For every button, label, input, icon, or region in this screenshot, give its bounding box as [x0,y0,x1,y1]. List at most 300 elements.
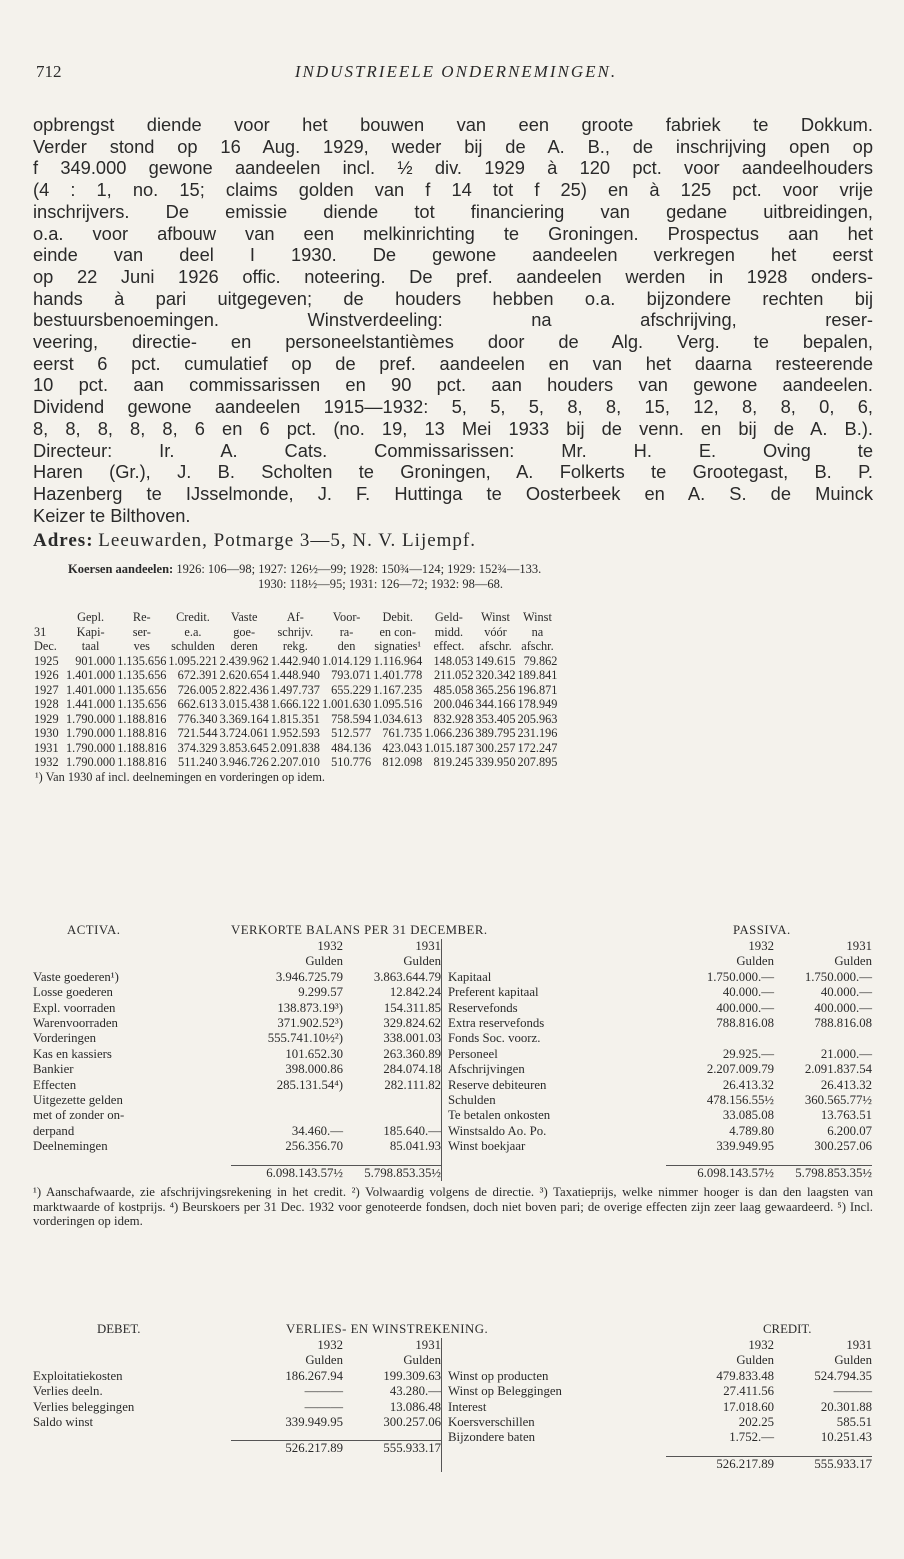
value-cell: 1.790.000 [66,755,116,770]
stats-header-cell: afschr. [521,639,554,654]
value-1932 [231,1093,343,1108]
account-label: Reserve debiteuren [448,1077,547,1092]
blank-cell [448,939,666,954]
account-row [448,1139,872,1154]
stats-row [33,755,558,770]
year-cell: 1926 [34,668,59,683]
passiva-label: PASSIVA. [733,923,791,937]
value-cell: 2.439.962 [219,653,269,668]
value-1931: 43.280.— [389,1384,441,1399]
year-1931: 1931 [846,1338,872,1352]
year-cell: 1930 [34,726,59,741]
year-1931: 1931 [846,939,872,953]
value-cell: 189.841 [517,668,558,683]
text-line: opbrengst diende voor het bouwen van een groote fabriek te Dokkum. [33,114,873,135]
value-1931: 284.074.18 [383,1062,441,1077]
spacer-cell [448,1155,872,1166]
total-row [33,1165,441,1181]
account-label: Exploitatiekosten [33,1368,123,1383]
value-1932: 479.833.48 [716,1368,774,1383]
value-1931: 13.086.48 [389,1399,441,1414]
stats-header-cell: Credit. [176,610,210,625]
blank-cell [33,1165,231,1181]
stats-header-cell: schrijv. [277,624,314,639]
value-1931: 585.51 [836,1415,872,1430]
value-cell: 1.188.816 [117,711,167,726]
value-cell: 1.442.940 [270,653,320,668]
stats-header-cell: Geld- [434,610,463,625]
text-line: hands à pari uitgegeven; de houders hebben o.a. bijzondere rechten bij [33,287,873,309]
blank-cell [33,1441,231,1457]
value-cell: 374.329 [177,740,218,755]
stats-header-cell: ves [133,639,150,654]
stats-header-cell: Winst [523,610,552,625]
value-1931: 154.311.85 [383,1000,441,1015]
account-row [448,1384,872,1399]
value-1931 [343,1108,441,1123]
stats-header-cell: rekg. [282,639,308,654]
text-line: (4 : 1, no. 15; claims golden van f 14 tot f 25) en à 125 pct. voor vrije [33,179,873,201]
value-1932: 1.750.000.— [706,969,774,984]
value-cell: 1.790.000 [66,740,116,755]
account-label: met of zonder on- [33,1108,125,1123]
value-1931: 13.763.51 [820,1108,872,1123]
balance-footnotes: ¹) Aanschafwaarde, zie afschrijvingsrekening in het credit. ²) Volwaardig volgens de directie. ³) Taxatieprijs, welke nimmer hooger is dan den laagsten van marktwaarde of kostprijs. ⁴) Beurskoers per 31 Dec. 1932 voor genoteerde fondsen, doch niet boven pari; de overige effecten zijn zeer laag gewaardeerd. ⁵) Incl. vorderingen op idem. [33,1185,873,1229]
stats-header-cell: ra- [339,624,354,639]
blank-cell [448,1165,666,1181]
value-cell: 1.135.656 [117,682,167,697]
stats-header-cell: den [337,639,356,654]
value-cell: 389.795 [475,726,516,741]
value-1931: 300.257.06 [383,1415,441,1430]
value-1932: 788.816.08 [716,1016,774,1031]
value-1931: 524.794.35 [814,1368,872,1383]
account-row [448,1108,872,1123]
value-cell: 758.594 [331,711,372,726]
total-1932: 6.098.143.57½ [666,1165,774,1181]
value-1932: 202.25 [738,1415,774,1430]
year-1932: 1932 [748,939,774,953]
account-label: Bijzondere baten [448,1430,536,1445]
unit-header-row [33,1353,441,1368]
spacer-cell [33,1155,441,1166]
stats-row [33,683,558,698]
total-1931: 5.798.853.35½ [774,1165,872,1181]
value-cell: 484.136 [331,740,372,755]
activa-table [33,939,441,1181]
address-text: Leeuwarden, Potmarge 3—5, N. V. Lijempf. [98,530,477,552]
value-cell: 1.448.940 [270,668,320,683]
value-cell: 512.577 [331,726,372,741]
account-row [448,1124,872,1139]
value-cell: 1.952.593 [270,726,320,741]
account-row [448,985,872,1000]
account-label: Effecten [33,1077,77,1092]
text-line: 10 pct. aan commissarissen en 90 pct. aan houders van gewone aandeelen. [33,374,873,396]
value-1931: 788.816.08 [814,1016,872,1031]
value-cell: 1.014.129 [321,653,372,668]
blank-cell [448,1456,666,1472]
statistics-footnote: ¹) Van 1930 af incl. deelnemingen en vorderingen op idem. [35,769,325,784]
value-1931: 263.360.89 [383,1046,441,1061]
account-label: Interest [448,1399,487,1414]
value-cell: 2.091.838 [270,740,320,755]
total-1931: 555.933.17 [774,1456,872,1472]
account-row [33,1078,441,1093]
year-cell: 1928 [34,697,59,712]
text-line: f 349.000 gewone aandeelen incl. ½ div. 1929 à 120 pct. voor aandeelhouders [33,157,873,179]
account-label: Verlies beleggingen [33,1399,135,1414]
stats-row [33,697,558,712]
debet-table [33,1338,441,1457]
value-1932: 400.000.— [716,1000,774,1015]
stats-header-cell: Debit. [382,610,413,625]
value-cell: 2.620.654 [219,668,269,683]
value-cell: 776.340 [177,711,218,726]
value-cell: 2.207.010 [270,755,320,770]
share-prices [33,562,873,592]
value-cell: 231.196 [517,726,558,741]
stats-header-cell: Voor- [332,610,361,625]
total-1931: 555.933.17 [343,1441,441,1457]
value-cell: 1.001.630 [321,697,372,712]
value-cell: 3.724.061 [219,726,269,741]
value-cell: 3.946.726 [219,755,269,770]
account-label: Schulden [448,1093,496,1108]
account-label: Koersverschillen [448,1415,535,1430]
value-cell: 211.052 [433,668,474,683]
value-1931: 338.001.03 [383,1031,441,1046]
value-cell: 196.871 [517,682,558,697]
text-line: op 22 Juni 1926 offic. noteering. De pref. aandeelen werden in 1928 onders- [33,265,873,287]
year-1932: 1932 [748,1338,774,1352]
value-cell: 726.005 [177,682,218,697]
unit-label: Gulden [403,954,441,969]
value-cell: 901.000 [75,653,116,668]
value-1931: 6.200.07 [827,1123,872,1138]
stats-header-cell: schulden [171,639,215,654]
value-cell: 1.066.236 [424,726,474,741]
value-1932: 3.946.725.79 [275,969,343,984]
blank-cell [33,1353,231,1368]
value-cell: 1.167.235 [373,682,423,697]
value-1932: 398.000.86 [285,1062,343,1077]
value-cell: 3.853.645 [219,740,269,755]
account-label: Losse goederen [33,985,113,1000]
value-cell: 1.790.000 [66,711,116,726]
value-1931: 400.000.— [814,1000,872,1015]
value-1932 [231,1108,343,1123]
value-cell: 1.188.816 [117,726,167,741]
year-cell: 1932 [34,755,59,770]
unit-label: Gulden [403,1353,441,1368]
pl-title: VERLIES- EN WINSTREKENING. [286,1322,489,1336]
account-label: Fonds Soc. voorz. [448,1031,541,1046]
value-1932: 26.413.32 [722,1077,774,1092]
value-1931: 185.640.— [383,1123,441,1138]
value-cell: 761.735 [382,726,423,741]
stats-header-cell: effect. [433,639,465,654]
unit-label: Gulden [305,954,343,969]
spacer-row [448,1446,872,1457]
value-cell: 511.240 [178,755,218,770]
value-1932: 285.131.54⁴) [276,1077,343,1092]
spacer-cell [33,1430,441,1441]
value-1931: 10.251.43 [820,1430,872,1445]
value-cell: 1.034.613 [373,711,423,726]
account-label: Reservefonds [448,1000,518,1015]
spacer-cell [448,1446,872,1457]
account-label: Kapitaal [448,969,492,984]
stats-header-cell: 31 [34,624,47,639]
main-text [33,114,873,785]
value-cell: 344.166 [475,697,516,712]
account-label: Bankier [33,1062,74,1077]
stats-header-cell: goe- [233,624,256,639]
value-1932: ——— [304,1384,343,1399]
unit-label: Gulden [736,954,774,969]
stats-header-cell: deren [230,639,258,654]
account-row [33,1062,441,1077]
value-cell: 1.095.221 [168,653,218,668]
value-1932: ——— [304,1399,343,1414]
value-1932: 1.752.— [729,1430,774,1445]
year-cell: 1927 [34,682,59,697]
value-cell: 172.247 [517,740,558,755]
blank-cell [448,1338,666,1353]
spacer-row [33,1430,441,1441]
value-1931: 26.413.32 [820,1077,872,1092]
value-cell: 149.615 [475,653,516,668]
text-line: o.a. voor afbouw van een melkinrichting te Groningen. Prospectus aan het [33,222,873,244]
value-1931: 20.301.88 [820,1399,872,1414]
account-label: Saldo winst [33,1415,94,1430]
value-cell: 1.135.656 [117,697,167,712]
stats-header-cell: ser- [132,624,151,639]
account-row [33,1047,441,1062]
text-line: Haren (Gr.), J. B. Scholten te Groningen, A. Folkerts te Grootegast, B. P. [33,461,873,483]
text-line: Verder stond op 16 Aug. 1929, weder bij de A. B., de inschrijving open op [33,135,873,157]
account-label: Deelnemingen [33,1139,108,1154]
value-cell: 672.391 [177,668,218,683]
account-row [448,1415,872,1430]
account-label: derpand [33,1123,75,1138]
stats-row [33,741,558,756]
value-1931: 21.000.— [820,1046,872,1061]
stats-row [33,712,558,727]
value-1931: 85.041.93 [389,1139,441,1154]
unit-label: Gulden [834,954,872,969]
account-row [33,1016,441,1031]
value-cell: 178.949 [517,697,558,712]
share-prices-label: Koersen aandeelen: [68,562,174,577]
stats-row [33,668,558,683]
stats-header-row [33,639,558,654]
account-label: Winstsaldo Ao. Po. [448,1123,547,1138]
page-number: 712 [36,62,62,81]
share-prices-line2: 1930: 118½—95; 1931: 126—72; 1932: 98—68. [258,577,504,592]
total-1932: 6.098.143.57½ [231,1165,343,1181]
spacer-row [33,1155,441,1166]
total-row [448,1456,872,1472]
value-1932: 33.085.08 [722,1108,774,1123]
unit-label: Gulden [834,1353,872,1368]
account-label: Extra reservefonds [448,1016,545,1031]
value-cell: 1.135.656 [117,668,167,683]
stats-header-cell [33,610,65,625]
stats-header-cell: Vaste [230,610,258,625]
account-label: Winst op Beleggingen [448,1384,562,1399]
account-row [33,1093,441,1108]
blank-cell [448,1353,666,1368]
balance-heading [33,923,873,939]
value-1932: 2.207.009.79 [706,1062,774,1077]
account-row [448,1430,872,1445]
value-cell: 339.950 [475,755,516,770]
account-row [448,1031,872,1046]
unit-label: Gulden [736,1353,774,1368]
year-1931: 1931 [415,1338,441,1352]
blank-cell [33,1338,231,1353]
stats-header-cell: Re- [132,610,151,625]
value-cell: 1.497.737 [270,682,320,697]
value-1931: 300.257.06 [814,1139,872,1154]
account-row [448,970,872,985]
balance-title: VERKORTE BALANS PER 31 DECEMBER. [231,923,488,937]
text-line: Directeur: Ir. A. Cats. Commissarissen: Mr. H. E. Oving te [33,439,873,461]
account-row [33,1400,441,1415]
account-row [33,1108,441,1123]
value-1931 [774,1031,872,1046]
value-cell: 1.135.656 [117,653,167,668]
account-row [33,1139,441,1154]
stats-header-row [33,625,558,640]
value-cell: 353.405 [475,711,516,726]
statistics-table [33,610,558,770]
stats-header-cell: afschr. [479,639,512,654]
unit-label: Gulden [305,1353,343,1368]
value-1932 [666,1031,774,1046]
value-cell: 1.441.000 [66,697,116,712]
value-1932: 256.356.70 [285,1139,343,1154]
year-header-row [448,1338,872,1353]
account-row [33,1031,441,1046]
stats-header-cell: e.a. [184,624,202,639]
value-1932: 17.018.60 [722,1399,774,1414]
account-row [448,1078,872,1093]
text-line: inschrijvers. De emissie diende tot financiering van gedane uitbreidingen, [33,200,873,222]
value-cell: 1.790.000 [66,726,116,741]
account-row [448,1369,872,1384]
account-label: Winst boekjaar [448,1139,526,1154]
account-row [33,1124,441,1139]
account-label: Verlies deeln. [33,1384,103,1399]
value-cell: 207.895 [517,755,558,770]
stats-header-row [33,610,558,625]
account-row [448,1093,872,1108]
pl-heading [33,1322,873,1338]
balance-sheet [33,923,873,1229]
value-cell: 3.369.164 [219,711,269,726]
value-cell: 320.342 [475,668,516,683]
share-prices-line1: 1926: 106—98; 1927: 126½—99; 1928: 150¾—124; 1929: 152¾—133. [176,562,542,577]
value-1932: 34.460.— [291,1123,343,1138]
year-1932: 1932 [317,1338,343,1352]
value-1932: 186.267.94 [285,1368,343,1383]
value-cell: 205.963 [517,711,558,726]
value-cell: 1.815.351 [270,711,320,726]
year-header-row [33,939,441,954]
value-1932: 371.902.52³) [277,1016,343,1031]
value-1931 [343,1093,441,1108]
value-1931: ——— [833,1384,872,1399]
value-1932: 138.873.19³) [277,1000,343,1015]
value-cell: 485.058 [433,682,474,697]
total-1932: 526.217.89 [231,1441,343,1457]
stats-header-cell: en con- [379,624,416,639]
value-cell: 1.666.122 [270,697,320,712]
blank-cell [33,939,231,954]
value-1932: 555.741.10½²) [267,1031,343,1046]
company-description [33,114,873,526]
value-1931: 360.565.77½ [804,1093,872,1108]
unit-header-row [33,954,441,969]
value-cell: 662.613 [177,697,218,712]
value-cell: 819.245 [433,755,474,770]
stats-header-cell: midd. [434,624,464,639]
value-1932: 40.000.— [722,985,774,1000]
year-header-row [33,1338,441,1353]
value-cell: 1.188.816 [117,755,167,770]
value-cell: 148.053 [433,653,474,668]
blank-cell [448,954,666,969]
value-cell: 1.015.187 [424,740,474,755]
profit-loss-account [33,1322,873,1472]
value-1931: 2.091.837.54 [804,1062,872,1077]
stats-header-cell: taal [81,639,100,654]
value-1931: 40.000.— [820,985,872,1000]
value-cell: 655.229 [331,682,372,697]
account-label: Uitgezette gelden [33,1093,123,1108]
value-1932: 4.789.80 [729,1123,774,1138]
account-row [33,970,441,985]
total-row [33,1441,441,1457]
stats-header-cell: Af- [286,610,304,625]
account-row [448,1400,872,1415]
year-1931: 1931 [415,939,441,953]
value-cell: 2.822.436 [219,682,269,697]
stats-header-cell: Gepl. [77,610,105,625]
value-cell: 1.095.516 [373,697,423,712]
value-cell: 1.401.778 [373,668,423,683]
account-row [33,1369,441,1384]
value-1932: 339.949.95 [716,1139,774,1154]
value-1931: 3.863.644.79 [373,969,441,984]
value-1932: 29.925.— [722,1046,774,1061]
value-cell: 832.928 [433,711,474,726]
account-label: Personeel [448,1046,498,1061]
stats-header-cell: Kapi- [76,624,105,639]
account-row [448,1001,872,1016]
stats-row [33,726,558,741]
stats-header-cell: Winst [481,610,510,625]
text-line: bestuursbenoemingen. Winstverdeeling: na afschrijving, reser- [33,309,873,331]
unit-header-row [448,954,872,969]
account-row [448,1016,872,1031]
stats-header-cell: na [531,624,544,639]
value-cell: 423.043 [382,740,423,755]
account-row [448,1047,872,1062]
